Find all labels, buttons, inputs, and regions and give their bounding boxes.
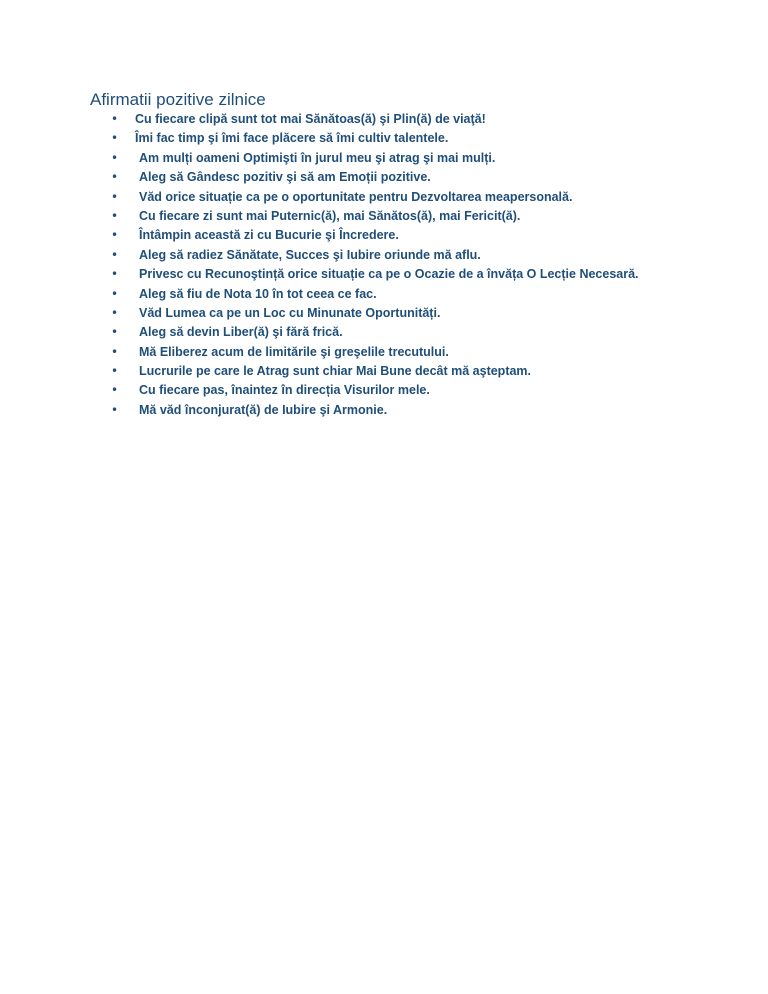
bullet: • (111, 228, 119, 243)
list-item-text: Cu fiecare clipă sunt tot mai Sănătoas(ă) şi Plin(ă) de viaţă! (135, 112, 486, 126)
list-item-text: Îmi fac timp şi îmi face plăcere să îmi cultiv talentele. (135, 131, 449, 146)
list-item-text: Mă văd înconjurat(ă) de Iubire şi Armonie. (139, 402, 388, 417)
list-item-text: Aleg să fiu de Nota 10 în tot ceea ce fac. (139, 286, 377, 301)
list-item-text: Văd orice situație ca pe o oportunitate pentru Dezvoltarea meapersonală. (139, 189, 573, 204)
bullet: • (111, 325, 119, 340)
list-item-text: Cu fiecare zi sunt mai Puternic(ă), mai Sănătos(ă), mai Fericit(ă). (139, 208, 521, 223)
list-item-text: Aleg să radiez Sănătate, Succes şi Iubire oriunde mă aflu. (139, 247, 481, 262)
list-item-text: Lucrurile pe care le Atrag sunt chiar Mai Bune decât mă aşteptam. (139, 364, 532, 379)
bullet: • (111, 208, 119, 223)
bullet: • (111, 112, 119, 126)
list-item-text: Cu fiecare pas, înaintez în direcția Visurilor mele. (139, 383, 430, 398)
list-item-text: Privesc cu Recunoştință orice situație ca pe o Ocazie de a învăța O Lecție Necesară. (139, 267, 639, 282)
bullet: • (111, 364, 119, 379)
list-item-text: Aleg să devin Liber(ă) şi fără frică. (139, 325, 343, 340)
bullet: • (111, 247, 119, 262)
bullet: • (111, 383, 119, 398)
bullet: • (111, 150, 119, 165)
bullet: • (111, 305, 119, 320)
list-item-text: Mă Eliberez acum de limitările şi greşelile trecutului. (139, 344, 449, 359)
list-item-text: Aleg să Gândesc pozitiv şi să am Emoții pozitive. (139, 170, 431, 185)
document-title: Afirmatii pozitive zilnice (90, 90, 266, 109)
bullet: • (111, 286, 119, 301)
list-item-text: Întâmpin această zi cu Bucurie şi Încredere. (139, 228, 399, 243)
list-item-text: Văd Lumea ca pe un Loc cu Minunate Oportunități. (139, 305, 441, 320)
bullet: • (111, 344, 119, 359)
bullet: • (111, 267, 119, 282)
bullet: • (111, 402, 119, 417)
list-item-text: Am mulți oameni Optimişti în jurul meu şi atrag şi mai mulți. (139, 150, 496, 165)
bullet: • (111, 131, 119, 146)
bullet: • (111, 170, 119, 185)
bullet: • (111, 189, 119, 204)
